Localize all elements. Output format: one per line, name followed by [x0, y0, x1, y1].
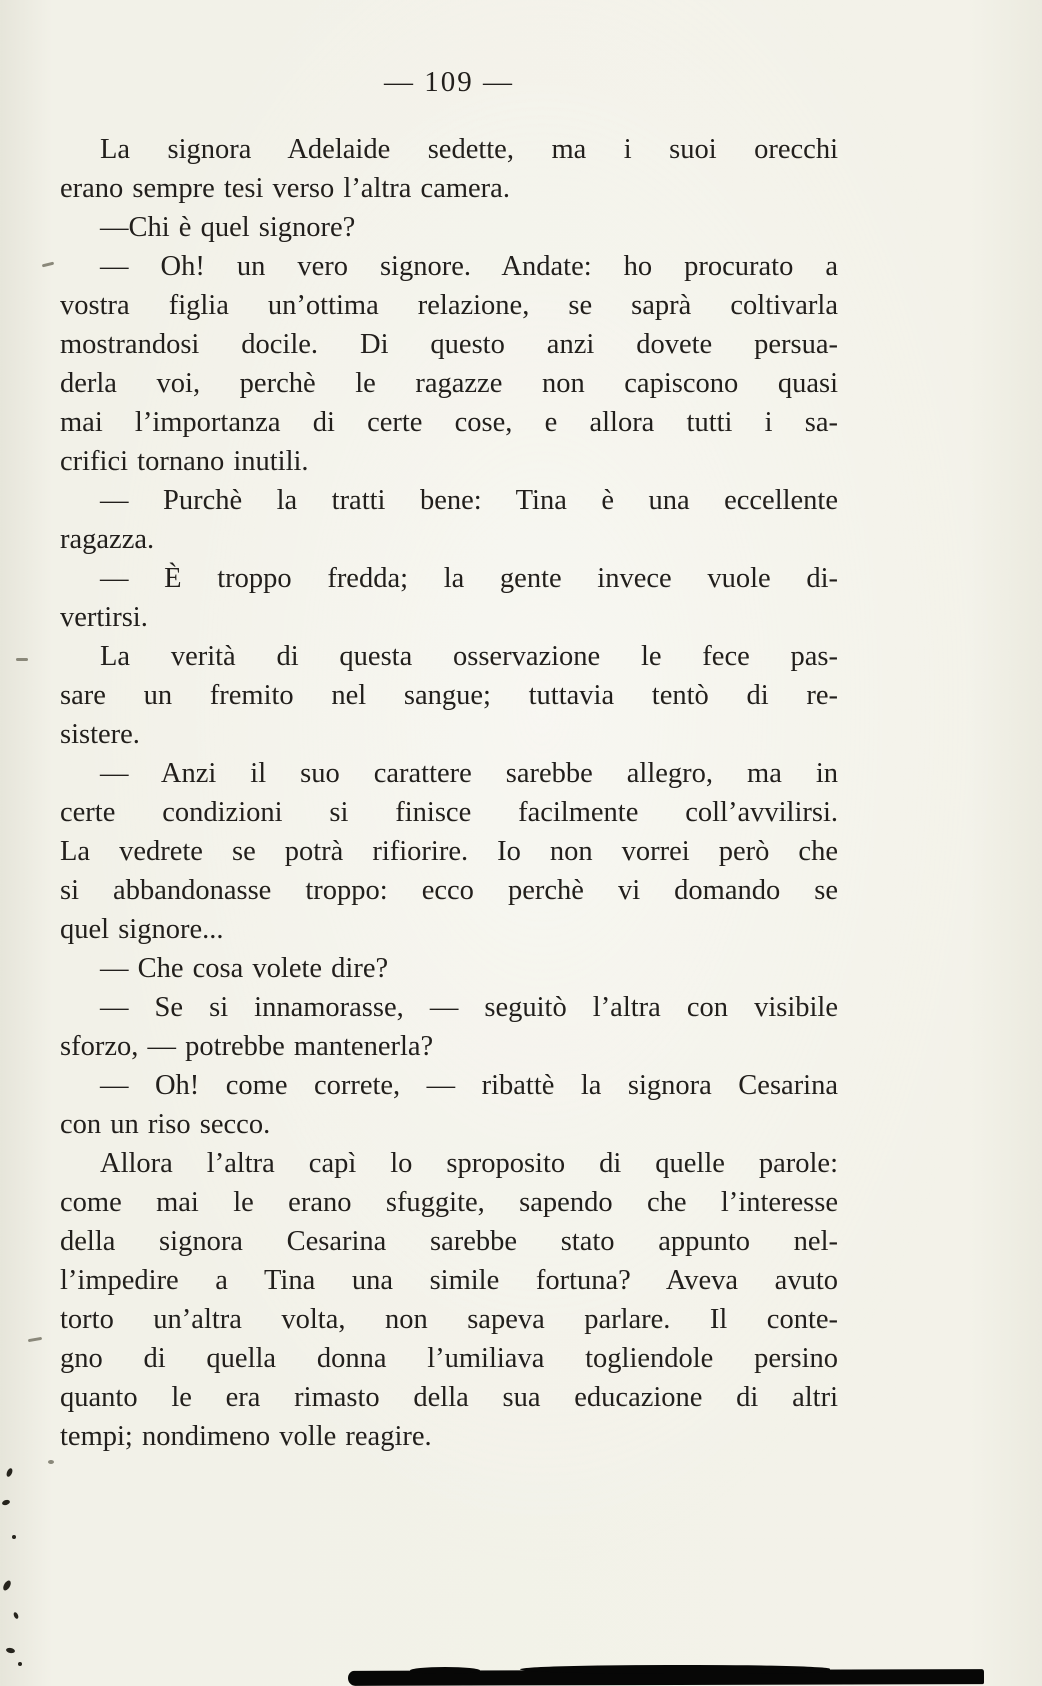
text-line: come mai le erano sfuggite, sapendo che l’interesse	[60, 1187, 838, 1218]
text-line: La verità di questa osservazione le fece pas-	[100, 641, 838, 672]
text-line: mostrandosi docile. Di questo anzi dovete persua-	[60, 329, 838, 360]
margin-mark	[42, 262, 54, 268]
text-line: vostra figlia un’ottima relazione, se saprà coltivarla	[60, 290, 838, 321]
text-line: sforzo, — potrebbe mantenerla?	[60, 1031, 434, 1062]
page-number: — 109 —	[384, 66, 514, 98]
ink-speck	[12, 1535, 16, 1539]
margin-mark	[16, 658, 28, 661]
text-line: ragazza.	[60, 524, 155, 555]
scan-smudge-bottom	[348, 1669, 984, 1686]
scan-smudge-bottom	[410, 1667, 480, 1674]
text-line: l’impedire a Tina una simile fortuna? Aveva avuto	[60, 1265, 838, 1296]
ink-speck	[5, 1467, 13, 1477]
text-line: con un riso secco.	[60, 1109, 271, 1140]
margin-mark	[28, 1337, 42, 1342]
text-line: La signora Adelaide sedette, ma i suoi orecchi	[100, 134, 838, 165]
text-line: La vedrete se potrà rifiorire. Io non vorrei però che	[60, 836, 838, 867]
ink-speck	[1, 1499, 10, 1506]
text-line: —Chi è quel signore?	[100, 212, 356, 243]
text-line: quanto le era rimasto della sua educazione di altri	[60, 1382, 838, 1413]
text-line: gno di quella donna l’umiliava togliendole persino	[60, 1343, 838, 1374]
text-line: — Oh! come correte, — ribattè la signora Cesarina	[100, 1070, 838, 1101]
ink-speck	[6, 1647, 16, 1654]
text-line: si abbandonasse troppo: ecco perchè vi domando se	[60, 875, 838, 906]
text-line: derla voi, perchè le ragazze non capiscono quasi	[60, 368, 838, 399]
scan-smudge-bottom	[520, 1665, 830, 1674]
margin-mark	[48, 1460, 54, 1464]
text-line: torto un’altra volta, non sapeva parlare. Il conte-	[60, 1304, 838, 1335]
text-line: vertirsi.	[60, 602, 148, 633]
text-line: crifici tornano inutili.	[60, 446, 309, 477]
text-line: sare un fremito nel sangue; tuttavia tentò di re-	[60, 680, 838, 711]
text-line: mai l’importanza di certe cose, e allora tutti i sa-	[60, 407, 838, 438]
page-text	[60, 130, 838, 1456]
ink-speck	[2, 1579, 13, 1592]
text-line: della signora Cesarina sarebbe stato appunto nel-	[60, 1226, 838, 1257]
text-line: — Se si innamorasse, — seguitò l’altra con visibile	[100, 992, 838, 1023]
text-line: — È troppo fredda; la gente invece vuole di-	[100, 563, 838, 594]
text-line: tempi; nondimeno volle reagire.	[60, 1421, 432, 1452]
text-line: — Purchè la tratti bene: Tina è una eccellente	[100, 485, 838, 516]
text-line: — Che cosa volete dire?	[100, 953, 389, 984]
text-line: — Anzi il suo carattere sarebbe allegro, ma in	[100, 758, 838, 789]
ink-speck	[13, 1611, 20, 1619]
text-line: — Oh! un vero signore. Andate: ho procurato a	[100, 251, 838, 282]
text-line: Allora l’altra capì lo sproposito di quelle parole:	[100, 1148, 838, 1179]
text-line: sistere.	[60, 719, 140, 750]
text-line: erano sempre tesi verso l’altra camera.	[60, 173, 510, 204]
ink-speck	[18, 1662, 22, 1666]
text-line: certe condizioni si finisce facilmente coll’avvilirsi.	[60, 797, 838, 828]
text-line: quel signore...	[60, 914, 224, 945]
